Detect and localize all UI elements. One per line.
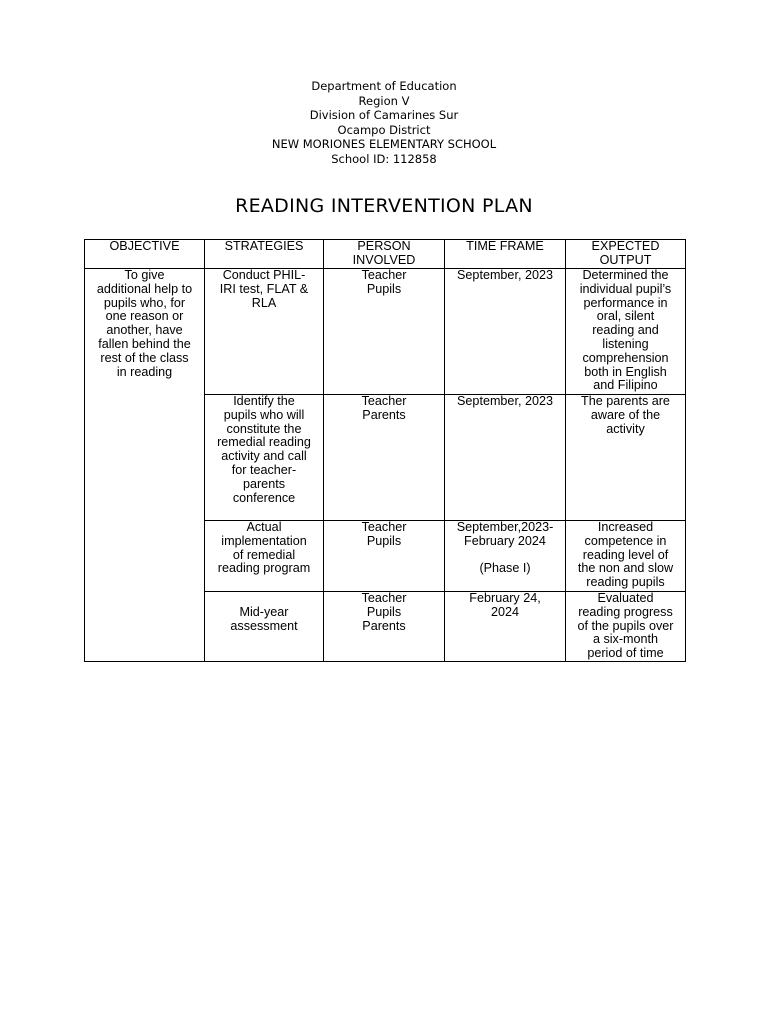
column-header-strategies: STRATEGIES [205, 240, 324, 269]
expected-output-cell: Determined the individual pupil’s performance in oral, silent reading and listening comprehension both in English and Filipino [566, 269, 686, 395]
column-header-objective: OBJECTIVE [85, 240, 205, 269]
column-header-person-involved: PERSON INVOLVED [324, 240, 445, 269]
time-frame-cell: September, 2023 [445, 395, 566, 521]
time-frame-cell: February 24, 2024 [445, 592, 566, 662]
header-division: Division of Camarines Sur [309, 108, 459, 123]
person-cell: Teacher Parents [324, 395, 445, 521]
person-cell: Teacher Pupils [324, 269, 445, 395]
expected-output-cell: Evaluated reading progress of the pupils over a six-month period of time [566, 592, 686, 662]
table-header-row [85, 240, 686, 269]
strategy-cell: Mid-year assessment [205, 592, 324, 662]
intervention-plan-table [84, 239, 686, 662]
column-header-time-frame: TIME FRAME [445, 240, 566, 269]
time-frame-cell: September, 2023 [445, 269, 566, 395]
header-school-id: School ID: 112858 [331, 151, 437, 166]
header-school-name: NEW MORIONES ELEMENTARY SCHOOL [271, 137, 497, 152]
column-header-expected-output: EXPECTED OUTPUT [566, 240, 686, 269]
header-district: Ocampo District [337, 122, 431, 137]
expected-output-cell: Increased competence in reading level of the non and slow reading pupils [566, 521, 686, 592]
header-department: Department of Education [311, 79, 457, 93]
expected-output-cell: The parents are aware of the activity [566, 395, 686, 521]
strategy-cell: Actual implementation of remedial reading program [205, 521, 324, 592]
document-header [0, 79, 768, 167]
objective-cell: To give additional help to pupils who, for one reason or another, have fallen behind the rest of the class in reading [85, 269, 205, 662]
document-title: READING INTERVENTION PLAN [235, 195, 533, 217]
table-row [85, 269, 686, 395]
header-region: Region V [358, 93, 410, 108]
time-frame-cell: September,2023- February 2024 (Phase I) [445, 521, 566, 592]
person-cell: Teacher Pupils [324, 521, 445, 592]
strategy-cell: Conduct PHIL- IRI test, FLAT & RLA [205, 269, 324, 395]
person-cell: Teacher Pupils Parents [324, 592, 445, 662]
strategy-cell: Identify the pupils who will constitute the remedial reading activity and call for teacher- parents conference [205, 395, 324, 521]
